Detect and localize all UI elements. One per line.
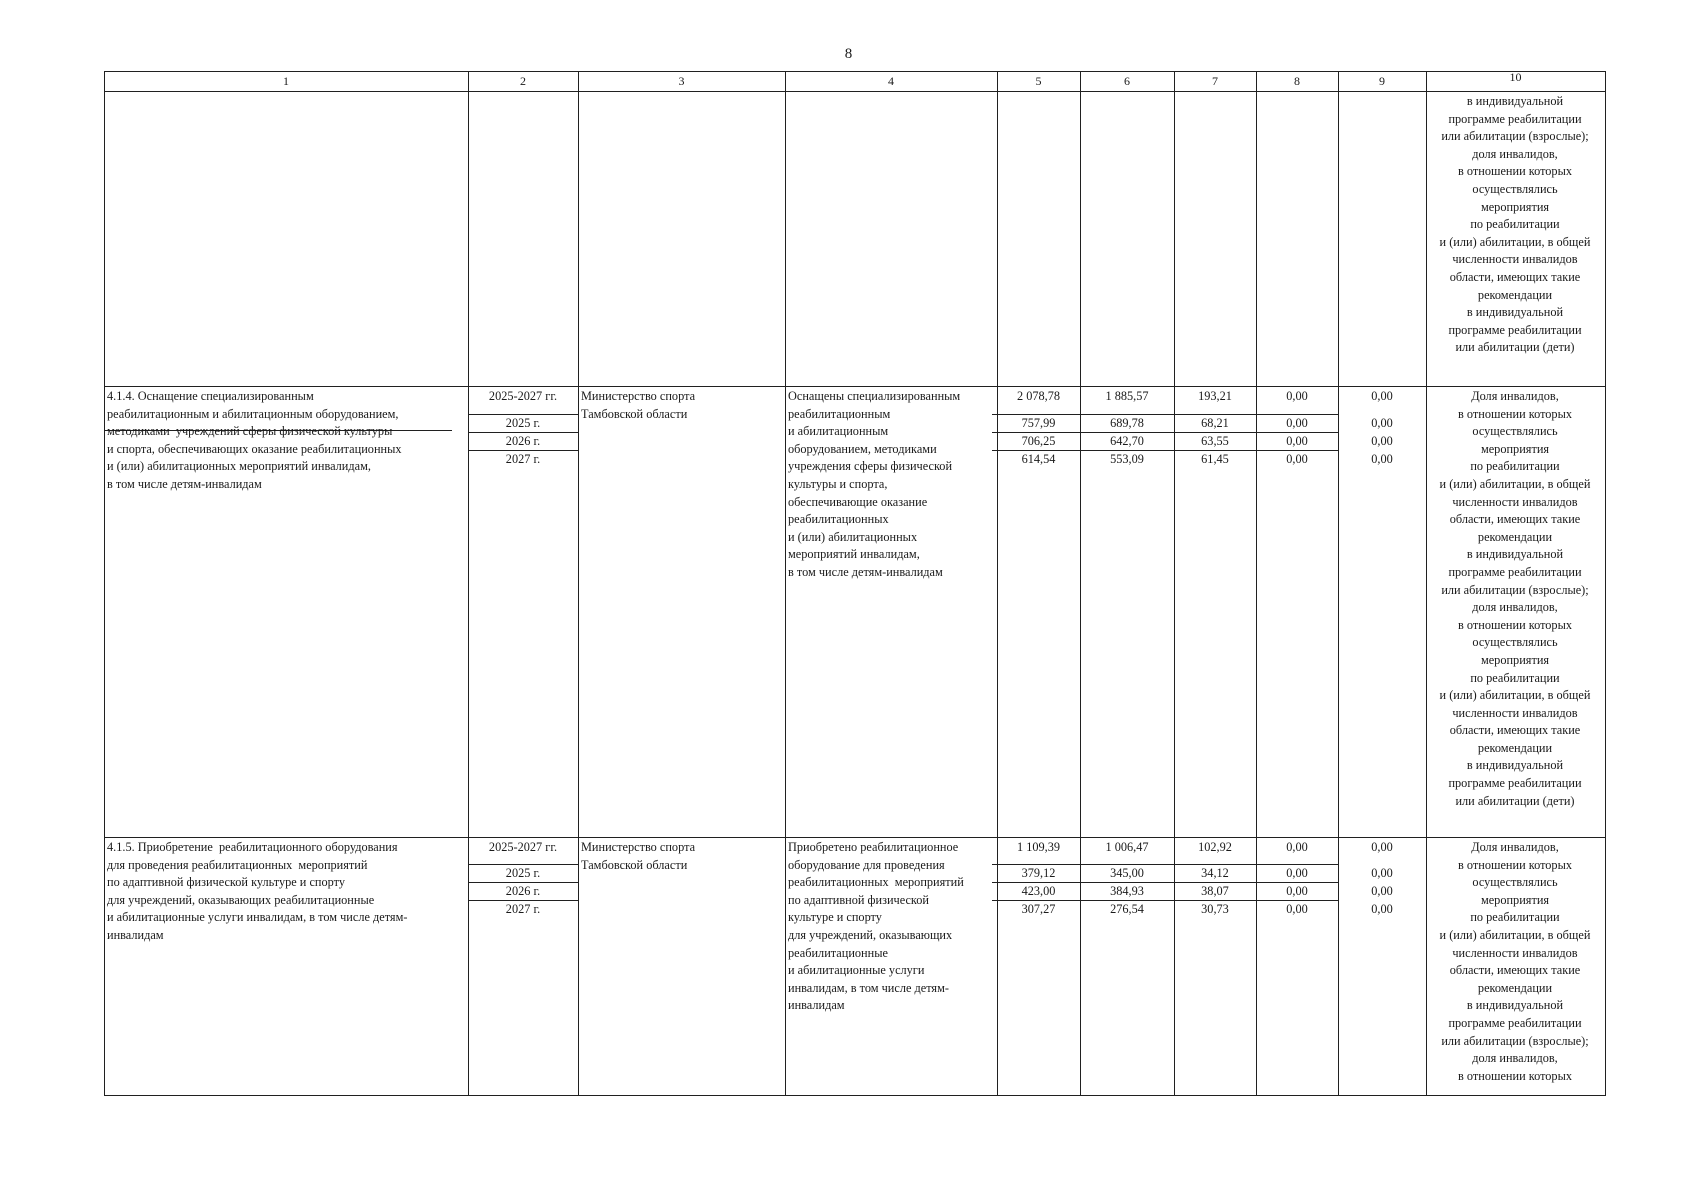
row-4-1-5-c6-total: 1 006,47 <box>1105 840 1149 854</box>
column-header-2: 2 <box>520 74 526 88</box>
row-4-1-5-c8-2025: 0,00 <box>1286 866 1308 880</box>
page-number: 8 <box>844 46 853 62</box>
row-4-1-5-c8-2026: 0,00 <box>1286 884 1308 898</box>
row-4-1-5-name: 4.1.5. Приобретение реабилитационного оборудования для проведения реабилитационных мероприятий по адаптивной физической культуре и спорту для учреждений, оказывающих реабилитационные и абилитационные услуги инвалидам, в том числе детям- инвалидам <box>107 840 408 942</box>
row-4-1-4-c6-2025: 689,78 <box>1110 416 1144 430</box>
row-4-1-5-c7-2027: 30,73 <box>1201 902 1229 916</box>
row-4-1-4-c8-2026: 0,00 <box>1286 434 1308 448</box>
row-4-1-4-period-2026: 2026 г. <box>505 434 541 448</box>
row-4-1-4-period-2025: 2025 г. <box>505 416 541 430</box>
row-4-1-4-c8-2027: 0,00 <box>1286 452 1308 466</box>
column-header-6: 6 <box>1124 74 1130 88</box>
row-4-1-5-c5-2026: 423,00 <box>1021 884 1056 898</box>
row-4-1-5-c8-total: 0,00 <box>1286 840 1308 854</box>
row-4-1-5-c9-total: 0,00 <box>1371 840 1393 854</box>
row-4-1-5-indicator: Доля инвалидов, в отношении которых осуществлялись мероприятия по реабилитации и (или) абилитации, в общей численности инвалидов области, имеющих такие рекомендации в индивидуальной программе реабилитации или абилитации (взрослые); доля инвалидов, в отношении которых <box>1439 840 1591 1083</box>
row-4-1-5-c9-2025: 0,00 <box>1371 866 1393 880</box>
row-4-1-4-c6-2026: 642,70 <box>1110 434 1144 448</box>
row-4-1-4-indicator: Доля инвалидов, в отношении которых осуществлялись мероприятия по реабилитации и (или) абилитации, в общей численности инвалидов области, имеющих такие рекомендации в индивидуальной программе реабилитации или абилитации (взрослые); доля инвалидов, в отношении которых осуществлялись мероприятия по реабилитации и (или) абилитации, в общей численности инвалидов области, имеющих такие рекомендации в индивидуальной программе реабилитации или абилитации (дети) <box>1439 389 1591 808</box>
row-4-1-5-period-total: 2025-2027 гг. <box>488 840 558 854</box>
column-header-10: 10 <box>1509 70 1522 84</box>
row-4-1-5-c7-total: 102,92 <box>1198 840 1232 854</box>
row-4-1-5-period-2025: 2025 г. <box>505 866 541 880</box>
row-4-1-5-c9-2027: 0,00 <box>1371 902 1393 916</box>
row-4-1-4-c6-2027: 553,09 <box>1110 452 1144 466</box>
row-4-1-5-c5-2027: 307,27 <box>1021 902 1056 916</box>
row-4-1-4-period-total: 2025-2027 гг. <box>488 389 558 403</box>
row-4-1-5-period-2027: 2027 г. <box>505 902 541 916</box>
column-header-5: 5 <box>1035 74 1042 88</box>
row-4-1-4-c9-2026: 0,00 <box>1371 434 1393 448</box>
row-4-1-5-c9-2026: 0,00 <box>1371 884 1393 898</box>
row-4-1-4-c8-2025: 0,00 <box>1286 416 1308 430</box>
row-4-1-4-c9-2027: 0,00 <box>1371 452 1393 466</box>
row-4-1-5-c6-2027: 276,54 <box>1110 902 1144 916</box>
row-4-1-5-c7-2025: 34,12 <box>1201 866 1229 880</box>
continuation-indicator-text: в индивидуальной программе реабилитации или абилитации (взрослые); доля инвалидов, в отношении которых осуществлялись мероприятия по реабилитации и (или) абилитации, в общей численности инвалидов области, имеющих такие рекомендации в индивидуальной программе реабилитации или абилитации (дети) <box>1439 94 1591 355</box>
row-4-1-4-c8-total: 0,00 <box>1286 389 1308 403</box>
row-4-1-5-c5-2025: 379,12 <box>1021 866 1056 880</box>
row-4-1-4-period-2027: 2027 г. <box>505 452 541 466</box>
row-4-1-4-c7-total: 193,21 <box>1198 389 1232 403</box>
column-header-4: 4 <box>888 74 894 88</box>
row-4-1-5-executor: Министерство спорта Тамбовской области <box>581 840 696 872</box>
column-header-1: 1 <box>283 74 289 88</box>
row-4-1-4-c5-2025: 757,99 <box>1021 416 1056 430</box>
row-4-1-4-result: Оснащены специализированным реабилитационным и абилитационным оборудованием, методиками учреждения сферы физической культуры и спорта, обеспечивающие оказание реабилитационных и (или) абилитационных мероприятий инвалидам, в том числе детям-инвалидам <box>788 389 961 579</box>
column-header-7: 7 <box>1212 74 1218 88</box>
row-4-1-4-c9-total: 0,00 <box>1371 389 1393 403</box>
column-header-8: 8 <box>1294 74 1300 88</box>
row-4-1-5-c6-2025: 345,00 <box>1110 866 1144 880</box>
row-4-1-5-c6-2026: 384,93 <box>1110 884 1144 898</box>
row-4-1-4-c5-total: 2 078,78 <box>1016 389 1061 403</box>
row-4-1-5-c8-2027: 0,00 <box>1286 902 1308 916</box>
row-4-1-4-c5-2026: 706,25 <box>1021 434 1056 448</box>
row-4-1-5-result: Приобретено реабилитационное оборудование для проведения реабилитационных мероприятий по адаптивной физической культуре и спорту для учреждений, оказывающих реабилитационные и абилитационные услуги инвалидам, в том числе детям- инвалидам <box>788 840 964 1013</box>
row-4-1-4-c7-2026: 63,55 <box>1201 434 1229 448</box>
row-4-1-4-c5-2027: 614,54 <box>1021 452 1056 466</box>
row-4-1-5-c7-2026: 38,07 <box>1201 884 1229 898</box>
row-4-1-4-c7-2025: 68,21 <box>1201 416 1229 430</box>
column-header-3: 3 <box>678 74 685 88</box>
row-4-1-4-executor: Министерство спорта Тамбовской области <box>581 389 696 421</box>
row-4-1-4-c9-2025: 0,00 <box>1371 416 1393 430</box>
row-4-1-4-c7-2027: 61,45 <box>1201 452 1229 466</box>
column-header-9: 9 <box>1379 74 1385 88</box>
row-4-1-4-c6-total: 1 885,57 <box>1105 389 1149 403</box>
row-4-1-5-period-2026: 2026 г. <box>505 884 541 898</box>
row-4-1-5-c5-total: 1 109,39 <box>1016 840 1061 854</box>
row-4-1-4-name: 4.1.4. Оснащение специализированным реабилитационным и абилитационным оборудованием, методиками учреждений сферы физической культуры и спорта, обеспечивающих оказание реабилитационных и (или) абилитационных мероприятий инвалидам, в том числе детям-инвалидам <box>107 389 402 491</box>
